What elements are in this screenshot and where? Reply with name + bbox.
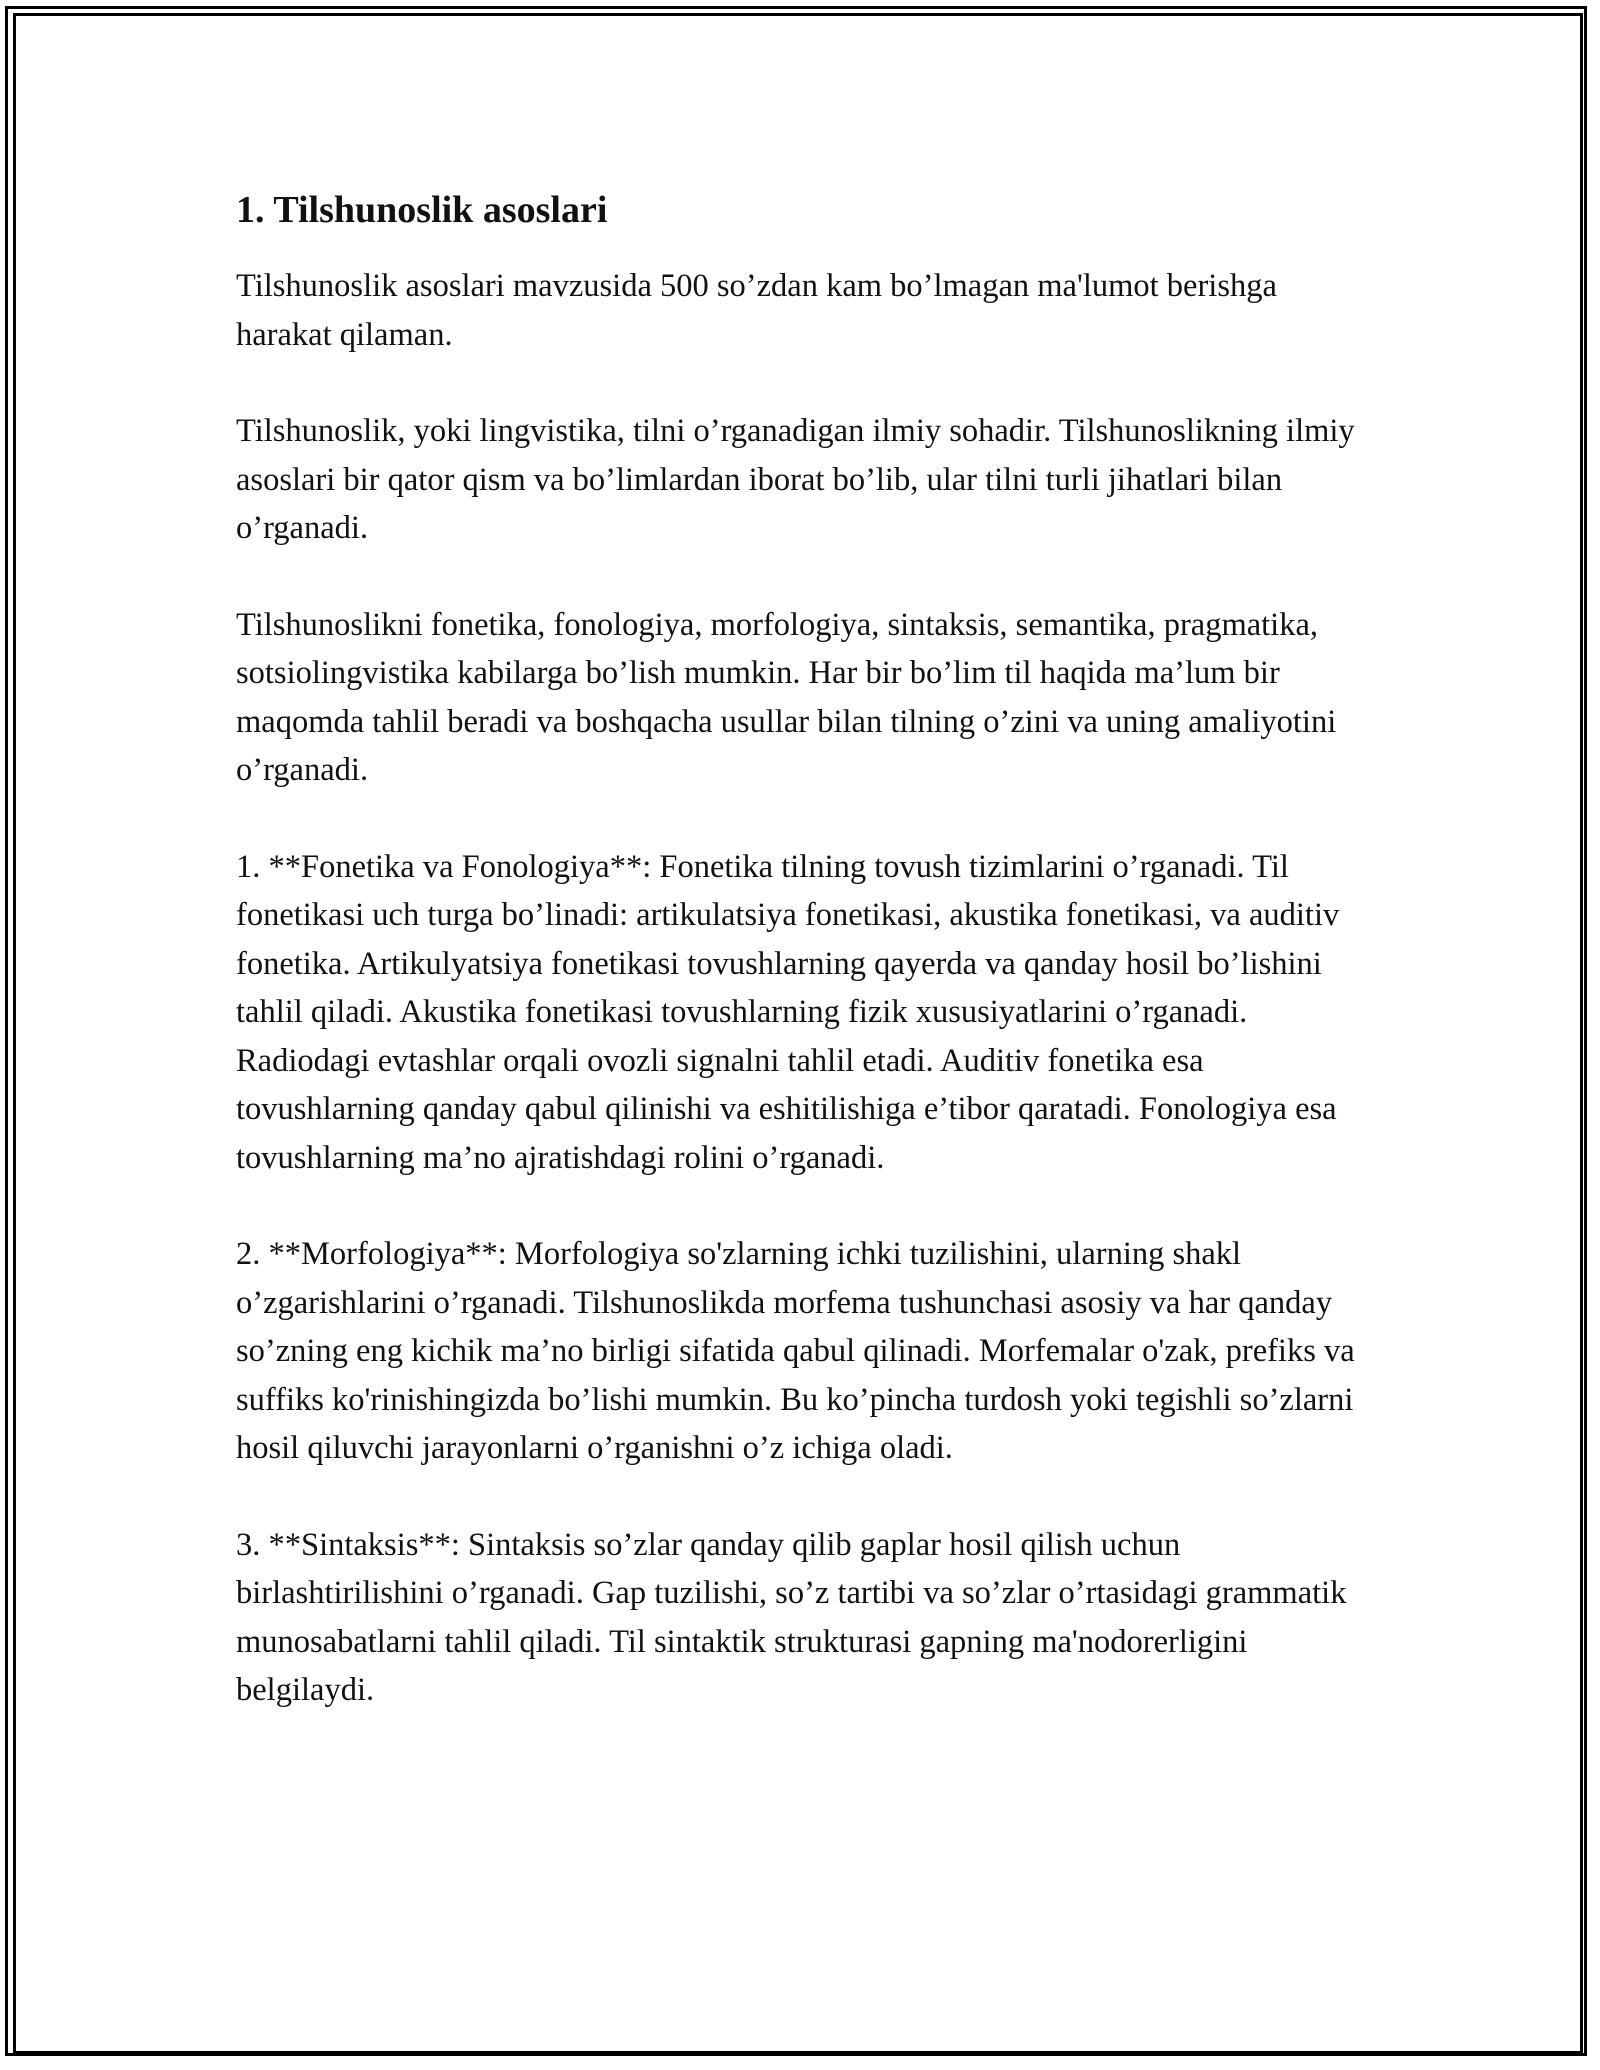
paragraph-phonetics: 1. **Fonetika va Fonologiya**: Fonetika tilning tovush tizimlarini o’rganadi. Til fonetikasi uch turga bo’linadi: artikulatsiya fonetikasi, akustika fonetikasi, va auditiv fonetika. Artikulyatsiya fonetikasi tovushlarning qayerda va qanday hosil bo’lishini tahlil qiladi. Akustika fonetikasi tovushlarning fizik xususiyatlarini o’rganadi. Radiodagi evtashlar orqali ovozli signalni tahlil etadi. Auditiv fonetika esa tovushlarning qanday qabul qilinishi va eshitilishiga e’tibor qaratadi. Fonologiya esa tovushlarning ma’no ajratishdagi rolini o’rganadi.	[236, 848, 1348, 1176]
document-body	[236, 186, 1376, 1763]
paragraph-morphology: 2. **Morfologiya**: Morfologiya so'zlarning ichki tuzilishini, ularning shakl o’zgarishlarini o’rganadi. Tilshunoslikda morfema tushunchasi asosiy va har qanday so’zning eng kichik ma’no birligi sifatida qabul qilinadi. Morfemalar o'zak, prefiks va suffiks ko'rinishingizda bo’lishi mumkin. Bu ko’pincha turdosh yoki tegishli so’zlarni hosil qiluvchi jarayonlarni o’rganishni o’z ichiga oladi.	[236, 1236, 1363, 1466]
paragraph-definition: Tilshunoslik, yoki lingvistika, tilni o’rganadigan ilmiy sohadir. Tilshunoslikning ilmiy asoslari bir qator qism va bo’limlardan iborat bo’lib, ular tilni turli jihatlari bilan o’rganadi.	[236, 413, 1363, 546]
document-title: 1. Tilshunoslik asoslari	[236, 189, 608, 231]
paragraph-intro: Tilshunoslik asoslari mavzusida 500 so’zdan kam bo’lmagan ma'lumot berishga harakat qilaman.	[236, 268, 1286, 353]
paragraph-syntax: 3. **Sintaksis**: Sintaksis so’zlar qanday qilib gaplar hosil qilish uchun birlashtirilishini o’rganadi. Gap tuzilishi, so’z tartibi va so’zlar o’rtasidagi grammatik munosabatlarni tahlil qiladi. Til sintaktik strukturasi gapning ma'nodorerligini belgilaydi.	[236, 1526, 1355, 1708]
paragraph-branches: Tilshunoslikni fonetika, fonologiya, morfologiya, sintaksis, semantika, pragmatika, sotsiolingvistika kabilarga bo’lish mumkin. Har bir bo’lim til haqida ma’lum bir maqomda tahlil beradi va boshqacha usullar bilan tilning o’zini va uning amaliyotini o’rganadi.	[236, 606, 1345, 788]
